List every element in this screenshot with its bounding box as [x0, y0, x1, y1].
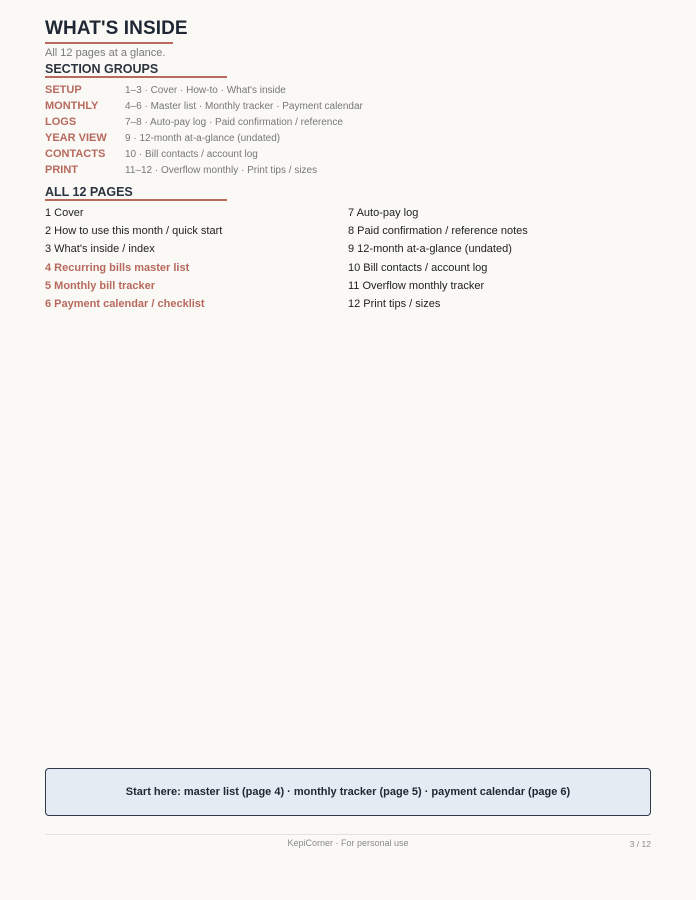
page-list-item: 7 Auto-pay log: [348, 207, 419, 220]
group-name: LOGS: [45, 116, 77, 128]
page-list-item: 11 Overflow monthly tracker: [348, 279, 485, 292]
section-groups-heading: SECTION GROUPS: [45, 62, 159, 76]
group-row-setup: [45, 82, 645, 98]
footer-brand: KepiCorner · For personal use: [287, 838, 409, 848]
page-list-item: 6 Payment calendar / checklist: [45, 298, 205, 311]
start-here-callout: [45, 768, 651, 816]
group-row-contacts: [45, 146, 645, 162]
group-pages: 4–6 · Master list · Monthly tracker · Payment calendar: [125, 100, 363, 112]
group-row-year-view: [45, 130, 645, 146]
page-list-item: 4 Recurring bills master list: [45, 261, 190, 274]
group-name: CONTACTS: [45, 148, 106, 160]
group-pages: 10 · Bill contacts / account log: [125, 148, 258, 160]
all-pages-underline: [45, 199, 227, 201]
group-row-print: [45, 162, 645, 178]
page-list-item: 8 Paid confirmation / reference notes: [348, 225, 528, 238]
group-name: SETUP: [45, 84, 82, 96]
page-list-item: 9 12-month at-a-glance (undated): [348, 243, 512, 256]
all-pages-heading: ALL 12 PAGES: [45, 185, 133, 199]
all-pages-list: [45, 204, 665, 313]
footer-divider: [45, 834, 651, 835]
page-list-item: 3 What's inside / index: [45, 243, 155, 256]
footer-page-number: 3 / 12: [629, 839, 651, 849]
section-groups-underline: [45, 76, 227, 78]
group-row-monthly: [45, 98, 645, 114]
group-row-logs: [45, 114, 645, 130]
group-name: MONTHLY: [45, 100, 99, 112]
group-pages: 9 · 12-month at-a-glance (undated): [125, 132, 281, 144]
section-groups-list: [45, 82, 645, 178]
page-list-item: 5 Monthly bill tracker: [45, 279, 156, 292]
group-name: PRINT: [45, 164, 78, 176]
title-underline: [45, 42, 173, 44]
callout-text: Start here: master list (page 4) · monthly tracker (page 5) · payment calendar (page 6): [125, 786, 571, 798]
page-subtitle: All 12 pages at a glance.: [45, 47, 166, 59]
page-list-item: 2 How to use this month / quick start: [45, 225, 223, 238]
page-list-item: 1 Cover: [45, 207, 84, 220]
page-list-item: 10 Bill contacts / account log: [348, 261, 488, 274]
group-pages: 7–8 · Auto-pay log · Paid confirmation / reference: [125, 116, 343, 128]
group-pages: 1–3 · Cover · How-to · What's inside: [125, 84, 286, 96]
page-list-item: 12 Print tips / sizes: [348, 298, 441, 311]
page-title: WHAT'S INSIDE: [45, 18, 188, 39]
group-pages: 11–12 · Overflow monthly · Print tips / sizes: [125, 164, 318, 176]
group-name: YEAR VIEW: [45, 132, 107, 144]
